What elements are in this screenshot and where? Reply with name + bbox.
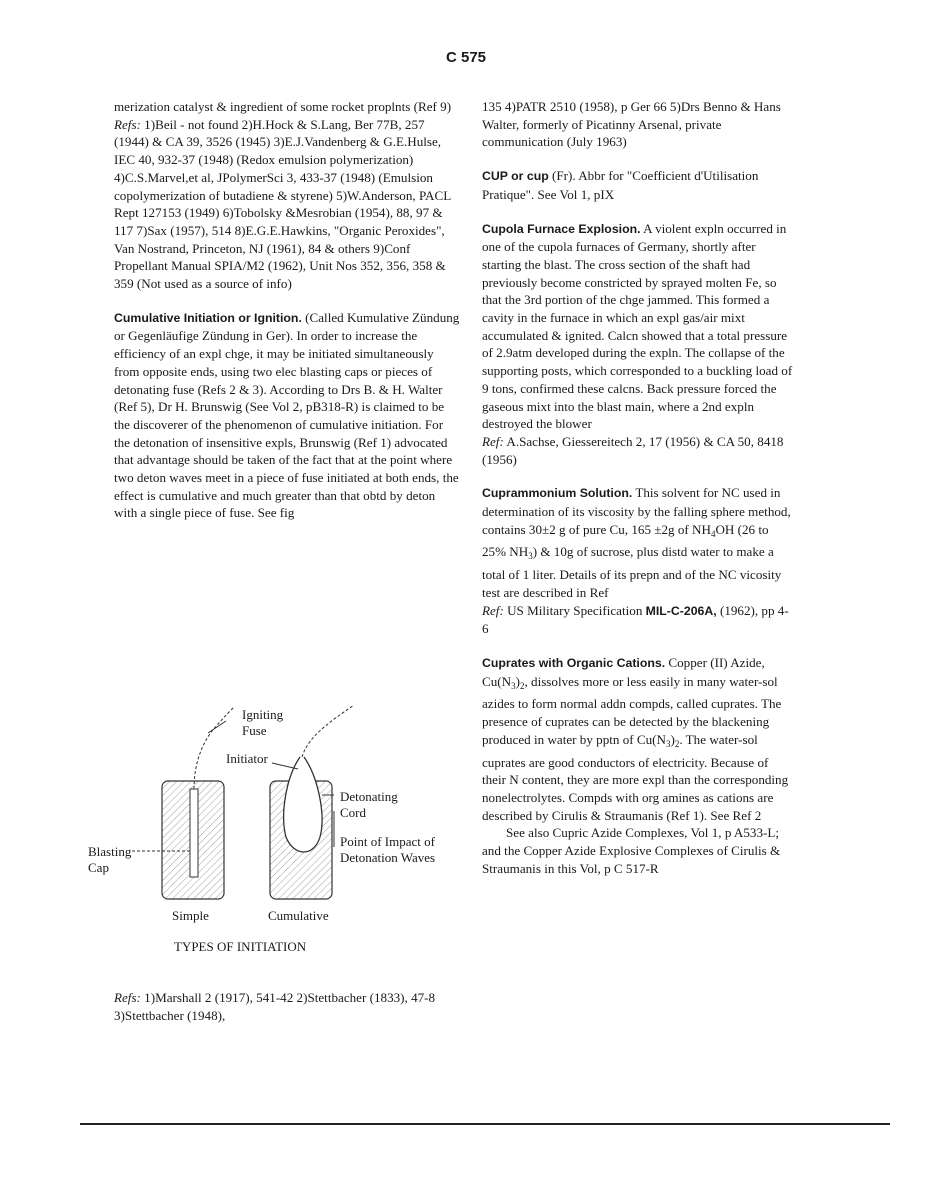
cupram-ref-c: (1962), pp 4-6 (482, 602, 789, 637)
right-column (482, 98, 794, 877)
cupola-entry (482, 220, 794, 433)
cupola-text: A violent expln occurred in one of the cupola furnaces of Germany, shortly after starting the blast. The cross section of the shaft had previously become constricted by sprayed molten Fe, so that the 3rd portion of the chge jammed. This formed a cavity in the furnace in which an expl gas/air mixt accumulated & ignited. Calcn showed that a total pressure of 2.9atm developed during the expln. The collapse of the supporting posts, which corresponded to a buckling load of 9 tons, confirmed these calcns. Back pressure forced the gaseous mixt into the blast main, where a 2nd expln destroyed the blower (482, 220, 793, 432)
cupram-sub-2: 3 (528, 551, 533, 562)
footer-rule (80, 1123, 890, 1125)
igniting-fuse-label (242, 707, 283, 739)
blasting-line-2: Cap (88, 860, 109, 875)
see-also: See also Cupric Azide Complexes, Vol 1, p A533-L; and the Copper Azide Explosive Complexes of Cirulis & Straumanis in this Vol, p C 517-R (482, 825, 781, 876)
cupram-ref-b: MIL-C-206A, (645, 603, 717, 618)
cup-heading: CUP or cup (482, 169, 549, 184)
cupola-ref (482, 433, 794, 468)
cupola-heading: Cupola Furnace Explosion. (482, 221, 641, 236)
point-of-impact-label (340, 834, 435, 866)
detonating-cord-loop (284, 757, 322, 852)
igniting-label-line-1: Igniting (242, 707, 284, 722)
cuprates-text-c: , dissolves more or less easily in many water-sol azides to form normal addn compds, called cuprates. The presence of cuprates can be detected by the blackening produced in water by pptn of Cu(N (482, 673, 782, 747)
cuprates-text-b: ) (515, 673, 520, 689)
refs2-paragraph (114, 989, 460, 1024)
cuprates-sub-2: 2 (519, 680, 525, 691)
cupram-ref-label: Ref: (482, 602, 504, 618)
refs2-label: Refs: (114, 990, 141, 1005)
cumulative-label: Cumulative (268, 908, 329, 923)
refs2-text: 1)Marshall 2 (1917), 541-42 2)Stettbacher (1833), 47-8 3)Stettbacher (1948), (114, 990, 436, 1023)
left-references-2 (114, 989, 460, 1024)
cupram-text-a: This solvent for NC used in determination of its viscosity by the falling sphere method, contains 30±2 g of pure Cu, 165 ±2g of NH (482, 485, 791, 537)
left-paragraph-1: merization catalyst & ingredient of some rocket proplnts (Ref 9) (114, 99, 452, 114)
simple-fuse-line (194, 707, 234, 789)
refs-text: 1)Beil - not found 2)H.Hock & S.Lang, Ber 77B, 257 (1944) & CA 39, 3526 (1945) 3)E.J.Vandenberg & G.E.Hulse, IEC 40, 932-37 (1948) (Redox emulsion polymerization) 4)C.S.Marvel,et al, JPolymerSci 3, 433-37 (1948) (Emulsion copolymerization of butadiene & styrene) 5)W.Anderson, PACL Rept 127153 (1949) 6)Tobolsky &Mesrobian (1954), 88, 97 & 117 7)Sax (1957), 514 8)E.G.E.Hawkins, "Organic Peroxides", Van Nostrand, Princeton, NJ (1961), 84 & others 9)Conf Propellant Manual SPIA/M2 (1962), Unit Nos 352, 356, 358 & 359 (Not used as a source of info) (114, 116, 451, 292)
igniting-label-line-2: Fuse (242, 723, 267, 738)
cumulative-fuse-line (302, 705, 354, 757)
cuprates-heading: Cuprates with Organic Cations. (482, 655, 666, 670)
detonating-line-1: Detonating (340, 789, 398, 804)
page-number: C 575 (445, 49, 487, 66)
cumulative-heading: Cumulative Initiation or Ignition. (114, 310, 302, 325)
igniting-fuse-pointer (208, 721, 226, 733)
cuprammonium-ref (482, 602, 794, 638)
cuprates-entry (482, 654, 794, 824)
initiation-figure (84, 697, 470, 967)
cupram-sub-1: 4 (710, 528, 716, 539)
simple-label: Simple (172, 908, 209, 923)
impact-line-1: Point of Impact of (340, 834, 435, 849)
impact-line-2: Detonation Waves (340, 850, 436, 865)
cupram-text-b: OH (26 to 25% NH (482, 521, 769, 560)
cuprates-text-a: Copper (II) Azide, Cu(N (482, 654, 765, 689)
cuprates-text-d: ) (670, 731, 675, 747)
cup-text: (Fr). Abbr for "Coefficient d'Utilisation Pratique". See Vol 1, pIX (482, 168, 759, 202)
blasting-line-1: Blasting (88, 844, 132, 859)
blasting-cap-label (88, 844, 131, 876)
initiator-label: Initiator (226, 751, 268, 766)
left-column (114, 98, 460, 522)
cuprammonium-entry (482, 484, 794, 601)
cuprates-text-e: . The water-sol cuprates are good conductors of electricity. Because of their N content, they are more expl than the corresponding nonelectrolytes. Compds with org amines as cations are described by Cirulis & Straumanis (Ref 1). See Ref 2 (482, 731, 789, 823)
simple-blasting-cap (190, 789, 198, 877)
cumulative-text: (Called Kumulative Zündung or Gegenläufige Zündung in Ger). In order to increase the efficiency of an expl chge, it may be initiated simultaneously from opposite ends, using two elec blasting caps or pieces of detonating fuse (Refs 2 & 3). According to Drs B. & H. Walter (Ref 5), Dr H. Brunswig (See Vol 2, pB318-R) is claimed to be the discoverer of the phenomenon of cumulative initiation. For the detonation of insensitive expls, Brunswig (Ref 1) advocated that advantage should be taken of the fact that at the point where two deton waves meet in a piece of fuse initiated at both ends, the effect is cumulative and much greater than that obtd by deton with a single piece of fuse. See fig (114, 309, 460, 521)
cuprates-sub-3: 3 (666, 738, 671, 749)
cupola-ref-text: A.Sachse, Giessereitech 2, 17 (1956) & CA 50, 8418 (1956) (482, 433, 784, 467)
cumulative-initiation-entry (114, 309, 460, 522)
cupola-ref-label: Ref: (482, 433, 504, 449)
detonating-line-2: Cord (340, 805, 366, 820)
left-references (114, 116, 460, 293)
figure-caption: TYPES OF INITIATION (174, 939, 307, 954)
right-paragraph-1: 135 4)PATR 2510 (1958), p Ger 66 5)Drs Benno & Hans Walter, formerly of Picatinny Arsenal, private communication (July 1963) (482, 99, 781, 150)
detonating-cord-label (340, 789, 398, 821)
cupram-text-c: ) & 10g of sucrose, plus distd water to make a total of 1 liter. Details of its prepn and of the NC vicosity test are described in Ref (482, 544, 782, 600)
cupram-ref-a: US Military Specification (503, 602, 646, 618)
cup-entry (482, 167, 794, 203)
cuprammonium-heading: Cuprammonium Solution. (482, 486, 633, 501)
refs-label: Refs: (114, 116, 141, 132)
cuprates-sub-4: 2 (674, 738, 680, 749)
cuprates-sub-1: 3 (511, 680, 516, 691)
